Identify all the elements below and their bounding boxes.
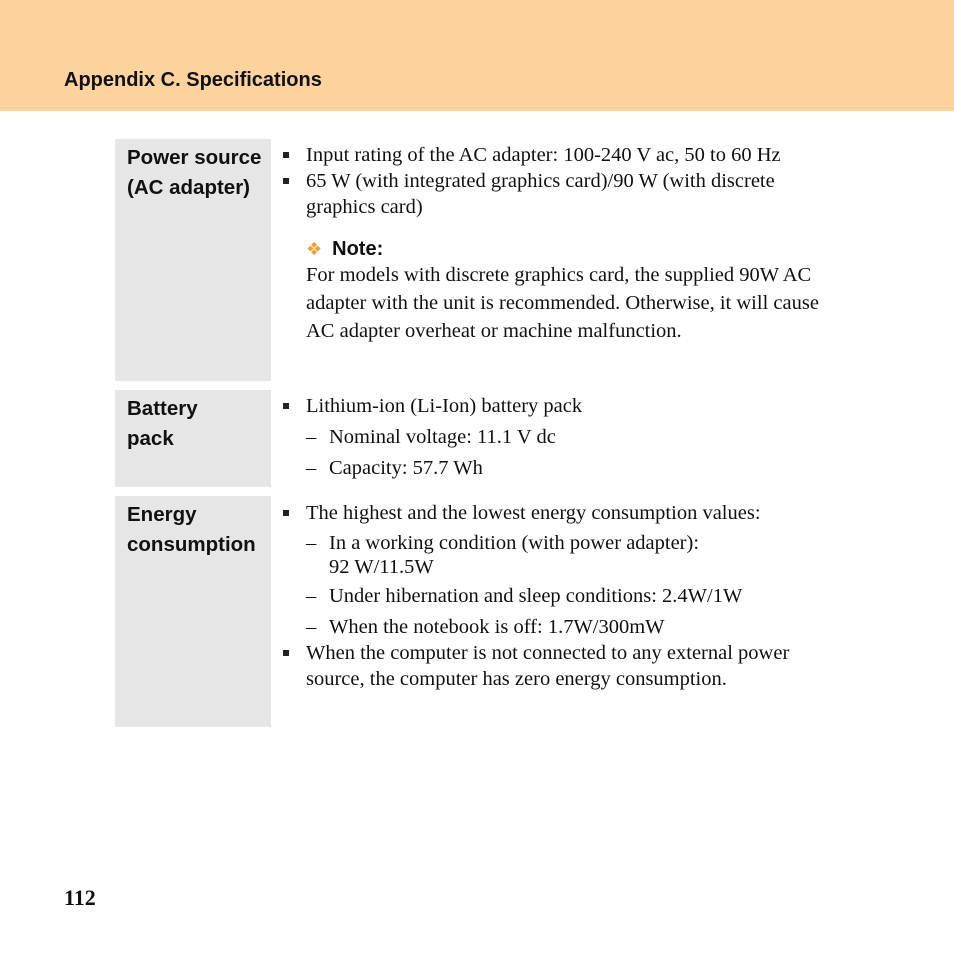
spec-label-power-source	[115, 139, 271, 381]
list-item: Lithium-ion (Li-Ion) battery pack	[283, 393, 883, 419]
square-bullet-icon	[283, 403, 289, 409]
sub-item: – Nominal voltage: 11.1 V dc	[306, 426, 556, 448]
square-bullet-icon	[283, 178, 289, 184]
list-item: 65 W (with integrated graphics card)/90 W (with discrete graphics card)	[283, 168, 803, 220]
spec-label-energy-consumption	[115, 496, 271, 727]
spec-label-battery-pack	[115, 390, 271, 487]
label-line: Energy	[127, 503, 197, 526]
page-header	[0, 0, 954, 111]
sub-item: – In a working condition (with power adapter): 92 W/11.5W	[306, 532, 700, 578]
list-item: When the computer is not connected to any external power source, the computer has zero energy consumption.	[283, 640, 843, 692]
label-line: Battery	[127, 397, 198, 420]
section-title: Appendix C. Specifications	[64, 69, 322, 91]
spec-content-battery-pack	[283, 393, 883, 481]
label-line: Power source	[127, 146, 262, 169]
spec-content-power-source	[283, 142, 883, 345]
square-bullet-icon	[283, 152, 289, 158]
square-bullet-icon	[283, 650, 289, 656]
label-line: consumption	[127, 533, 256, 556]
page-number: 112	[64, 885, 96, 910]
note-heading: ❖ Note:	[306, 238, 384, 260]
square-bullet-icon	[283, 510, 289, 516]
list-item: The highest and the lowest energy consumption values:	[283, 500, 883, 526]
spec-content-energy-consumption	[283, 500, 883, 692]
sub-item: – Capacity: 57.7 Wh	[306, 457, 483, 479]
label-line: pack	[127, 427, 174, 450]
list-item: Input rating of the AC adapter: 100-240 V ac, 50 to 60 Hz	[283, 142, 883, 168]
note-body: For models with discrete graphics card, the supplied 90W AC adapter with the unit is recommended. Otherwise, it will cause AC adapter overheat or machine malfunction.	[306, 264, 819, 342]
diamond-note-icon: ❖	[306, 239, 323, 259]
label-line: (AC adapter)	[127, 176, 251, 199]
sub-item: – Under hibernation and sleep conditions: 2.4W/1W	[306, 585, 743, 607]
sub-item: – When the notebook is off: 1.7W/300mW	[306, 616, 665, 638]
